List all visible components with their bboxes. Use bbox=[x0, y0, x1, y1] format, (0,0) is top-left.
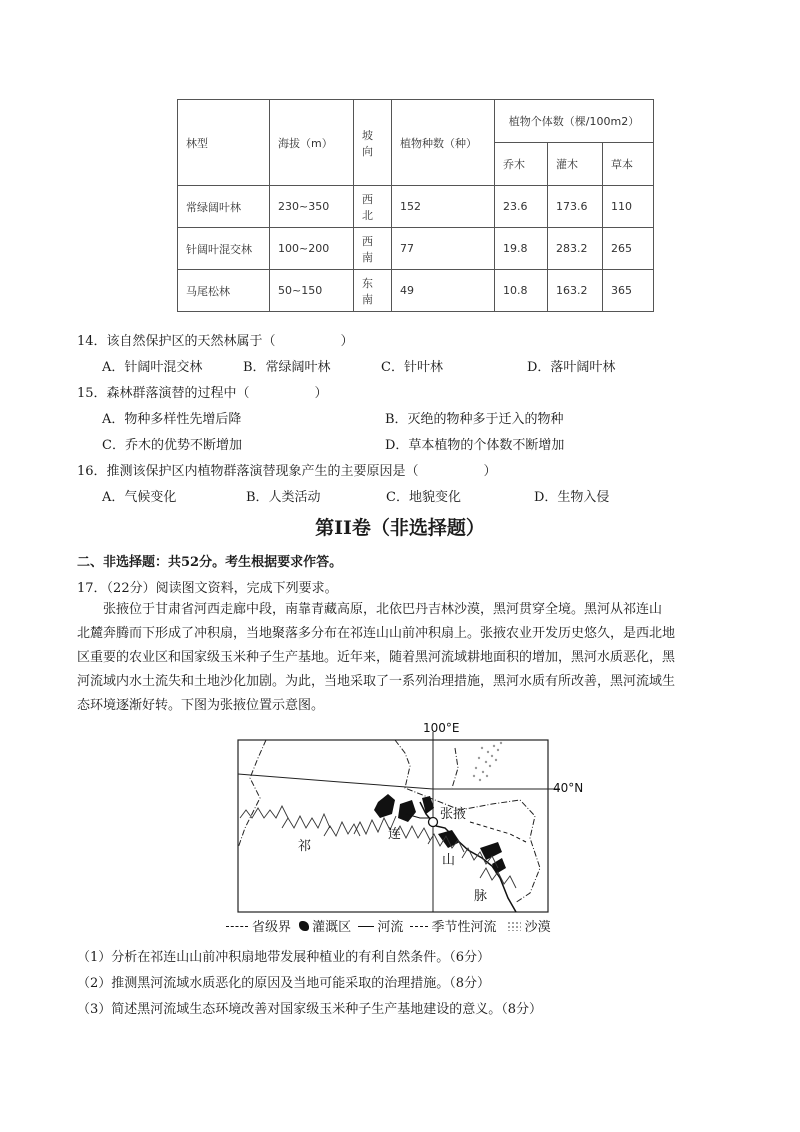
cell-species: 77 bbox=[392, 228, 495, 270]
cell-shrub: 283.2 bbox=[548, 228, 603, 270]
passage-line: 区重要的农业区和国家级玉米种子生产基地。近年来，随着黑河流域耕地面积的增加，黑河水质恶化，黑 bbox=[77, 650, 676, 665]
longitude-label: 100°E bbox=[423, 721, 460, 735]
latitude-label: 40°N bbox=[553, 781, 584, 795]
passage-line: 河流域内水土流失和土地沙化加剧。为此，当地采取了一系列治理措施，黑河水质有所改善，黑河流域生 bbox=[77, 674, 676, 689]
header-herb: 草本 bbox=[603, 143, 654, 186]
cell-species: 152 bbox=[392, 186, 495, 228]
mountain-char-label: 山 bbox=[442, 853, 456, 868]
parallel-40n-line bbox=[238, 774, 560, 789]
question-17-stem: 17．（22分）阅读图文资料，完成下列要求。 bbox=[77, 581, 338, 596]
irrigation-legend-icon bbox=[299, 921, 309, 931]
q16-option-c[interactable]: C．地貌变化 bbox=[386, 490, 461, 505]
legend-seasonal-label: 季节性河流 bbox=[431, 920, 497, 935]
mountain-char-label: 连 bbox=[388, 827, 402, 842]
q15-option-c[interactable]: C．乔木的优势不断增加 bbox=[102, 438, 242, 453]
zhangye-location-map bbox=[230, 718, 590, 918]
header-shrub: 灌木 bbox=[548, 143, 603, 186]
provincial-boundary bbox=[395, 740, 540, 903]
mountain-char-label: 祁 bbox=[298, 839, 312, 854]
q17-subquestion-2: （2）推测黑河流域水质恶化的原因及当地可能采取的治理措施。（8分） bbox=[77, 976, 491, 991]
q17-subquestion-1: （1）分析在祁连山山前冲积扇地带发展种植业的有利自然条件。（6分） bbox=[77, 950, 491, 965]
passage-line: 北麓奔腾而下形成了冲积扇，当地聚落多分布在祁连山山前冲积扇上。张掖农业开发历史悠久，是西北地 bbox=[77, 626, 676, 641]
q15-option-a[interactable]: A．物种多样性先增后降 bbox=[102, 412, 242, 427]
q15-option-d[interactable]: D．草本植物的个体数不断增加 bbox=[385, 438, 565, 453]
q14-option-b[interactable]: B．常绿阔叶林 bbox=[243, 360, 331, 375]
cell-altitude: 50~150 bbox=[270, 270, 354, 312]
cell-type: 马尾松林 bbox=[178, 270, 270, 312]
cell-tree: 10.8 bbox=[495, 270, 548, 312]
q17-passage bbox=[77, 598, 717, 718]
provincial-boundary bbox=[238, 740, 266, 848]
boundary-legend-icon bbox=[226, 916, 248, 927]
question-14-stem: 14．该自然保护区的天然林属于（ ） bbox=[77, 334, 354, 349]
cell-slope: 东南 bbox=[354, 270, 392, 312]
header-tree: 乔木 bbox=[495, 143, 548, 186]
question-16-stem: 16．推测该保护区内植物群落演替现象产生的主要原因是（ ） bbox=[77, 464, 497, 479]
cell-tree: 23.6 bbox=[495, 186, 548, 228]
cell-type: 常绿阔叶林 bbox=[178, 186, 270, 228]
map-frame bbox=[238, 740, 548, 912]
passage-line: 态环境逐渐好转。下图为张掖位置示意图。 bbox=[77, 698, 325, 713]
cell-shrub: 163.2 bbox=[548, 270, 603, 312]
q14-option-c[interactable]: C．针叶林 bbox=[381, 360, 443, 375]
table-row bbox=[178, 186, 654, 228]
city-label: 张掖 bbox=[440, 807, 467, 822]
section-2-title: 第II卷（非选择题） bbox=[315, 517, 485, 539]
cell-altitude: 100~200 bbox=[270, 228, 354, 270]
header-altitude: 海拔（m） bbox=[270, 100, 354, 186]
seasonal-river bbox=[470, 822, 526, 842]
river-legend-icon bbox=[358, 916, 374, 927]
table-row bbox=[178, 270, 654, 312]
q15-option-b[interactable]: B．灭绝的物种多于迁入的物种 bbox=[385, 412, 564, 427]
mountain-char-label: 脉 bbox=[474, 889, 488, 904]
zhangye-city-marker bbox=[429, 818, 438, 827]
cell-slope: 西南 bbox=[354, 228, 392, 270]
q16-option-b[interactable]: B．人类活动 bbox=[246, 490, 321, 505]
legend-desert-label: 沙漠 bbox=[524, 920, 551, 935]
desert-area bbox=[473, 742, 502, 781]
seasonal-river-legend-icon bbox=[410, 916, 428, 927]
cell-species: 49 bbox=[392, 270, 495, 312]
q16-option-d[interactable]: D．生物入侵 bbox=[534, 490, 610, 505]
map-legend bbox=[226, 916, 551, 935]
legend-river-label: 河流 bbox=[377, 920, 404, 935]
passage-line: 张掖位于甘肃省河西走廊中段，南靠青藏高原，北依巴丹吉林沙漠，黑河贯穿全境。黑河从祁连山 bbox=[103, 602, 663, 617]
section-2-instruction: 二、非选择题：共52分。考生根据要求作答。 bbox=[77, 555, 343, 570]
q14-option-a[interactable]: A．针阔叶混交林 bbox=[102, 360, 203, 375]
header-density: 植物个体数（棵/100m2） bbox=[495, 100, 654, 143]
cell-type: 针阔叶混交林 bbox=[178, 228, 270, 270]
forest-data-table bbox=[177, 99, 654, 312]
q17-subquestion-3: （3）简述黑河流域生态环境改善对国家级玉米种子生产基地建设的意义。（8分） bbox=[77, 1002, 543, 1017]
legend-boundary-label: 省级界 bbox=[252, 920, 292, 935]
desert-legend-icon bbox=[507, 921, 521, 931]
table-row bbox=[178, 228, 654, 270]
cell-herb: 365 bbox=[603, 270, 654, 312]
cell-altitude: 230~350 bbox=[270, 186, 354, 228]
header-forest-type: 林型 bbox=[178, 100, 270, 186]
header-species: 植物种数（种） bbox=[392, 100, 495, 186]
legend-irrigation-label: 灌溉区 bbox=[312, 920, 352, 935]
cell-herb: 110 bbox=[603, 186, 654, 228]
cell-shrub: 173.6 bbox=[548, 186, 603, 228]
q14-option-d[interactable]: D．落叶阔叶林 bbox=[527, 360, 616, 375]
header-slope: 坡向 bbox=[354, 100, 392, 186]
qilian-mountain-range bbox=[240, 806, 516, 888]
q16-option-a[interactable]: A．气候变化 bbox=[102, 490, 177, 505]
cell-tree: 19.8 bbox=[495, 228, 548, 270]
cell-herb: 265 bbox=[603, 228, 654, 270]
cell-slope: 西北 bbox=[354, 186, 392, 228]
provincial-boundary bbox=[452, 748, 458, 788]
question-15-stem: 15．森林群落演替的过程中（ ） bbox=[77, 386, 328, 401]
